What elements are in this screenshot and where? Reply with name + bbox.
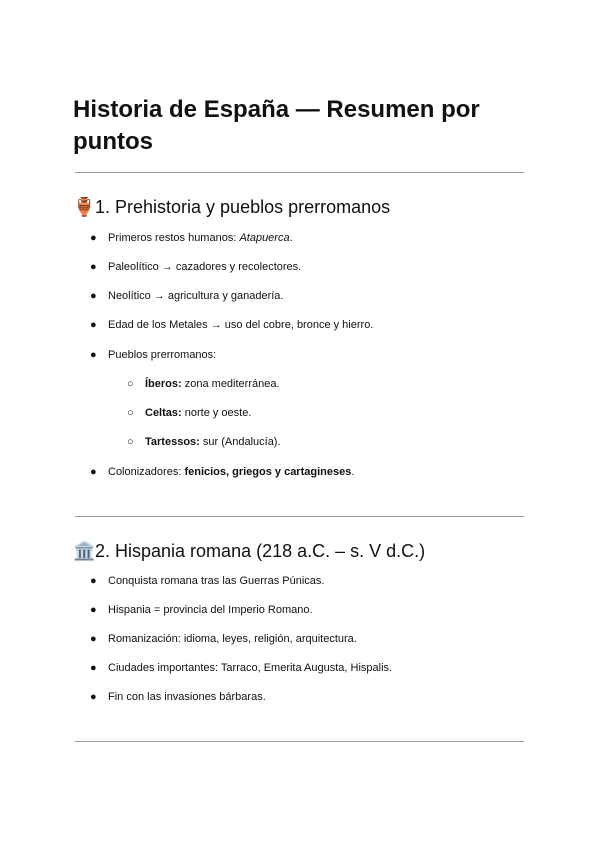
amphora-icon: 🏺 xyxy=(73,197,96,217)
section-heading-text: 2. Hispania romana (218 a.C. – s. V d.C.) xyxy=(95,541,426,561)
divider xyxy=(75,172,524,173)
sub-list-item: ○ Tartessos: sur (Andalucía). xyxy=(127,436,281,448)
bullet-disc-icon: ● xyxy=(90,349,97,361)
bullet-disc-icon: ● xyxy=(90,633,97,645)
list-item: ● Pueblos prerromanos: xyxy=(90,349,217,361)
divider xyxy=(75,741,524,742)
list-item: ● Romanización: idioma, leyes, religión, arquitectura. xyxy=(90,633,357,645)
list-item: ● Paleolítico → cazadores y recolectores. xyxy=(90,261,302,273)
list-item: ● Edad de los Metales → uso del cobre, bronce y hierro. xyxy=(90,319,374,331)
list-item: ● Ciudades importantes: Tarraco, Emerita Augusta, Hispalis. xyxy=(90,662,393,674)
section-heading xyxy=(73,195,390,219)
bullet-disc-icon: ● xyxy=(90,466,97,478)
bullet-disc-icon: ● xyxy=(90,232,97,244)
list-item: ● Colonizadores: fenicios, griegos y cartagineses. xyxy=(90,466,355,478)
emphasis: Atapuerca xyxy=(239,232,290,244)
item-label: Íberos: xyxy=(145,378,182,390)
item-label: Tartessos: xyxy=(145,436,200,448)
list-item: ● Hispania = provincia del Imperio Romano. xyxy=(90,604,313,616)
bullet-disc-icon: ● xyxy=(90,290,97,302)
section-heading xyxy=(73,539,425,563)
bullet-disc-icon: ● xyxy=(90,604,97,616)
sub-list-item: ○ Íberos: zona mediterránea. xyxy=(127,378,280,390)
bullet-circle-icon: ○ xyxy=(127,378,134,390)
bullet-disc-icon: ● xyxy=(90,575,97,587)
document-title: Historia de España — Resumen por puntos xyxy=(73,96,480,155)
item-label: Celtas: xyxy=(145,407,182,419)
list-item: ● Fin con las invasiones bárbaras. xyxy=(90,691,266,703)
divider xyxy=(75,516,524,517)
bullet-disc-icon: ● xyxy=(90,261,97,273)
emphasis: fenicios, griegos y cartagineses xyxy=(184,466,352,478)
bullet-disc-icon: ● xyxy=(90,662,97,674)
sub-list-item: ○ Celtas: norte y oeste. xyxy=(127,407,252,419)
bullet-circle-icon: ○ xyxy=(127,407,134,419)
classical-building-icon: 🏛️ xyxy=(73,541,96,561)
list-item: ● Conquista romana tras las Guerras Púnicas. xyxy=(90,575,325,587)
bullet-disc-icon: ● xyxy=(90,319,97,331)
list-item: ● Neolítico → agricultura y ganadería. xyxy=(90,290,284,302)
section-heading-text: 1. Prehistoria y pueblos prerromanos xyxy=(95,197,391,217)
bullet-circle-icon: ○ xyxy=(127,436,134,448)
list-item: ● Primeros restos humanos: Atapuerca. xyxy=(90,232,293,244)
bullet-disc-icon: ● xyxy=(90,691,97,703)
